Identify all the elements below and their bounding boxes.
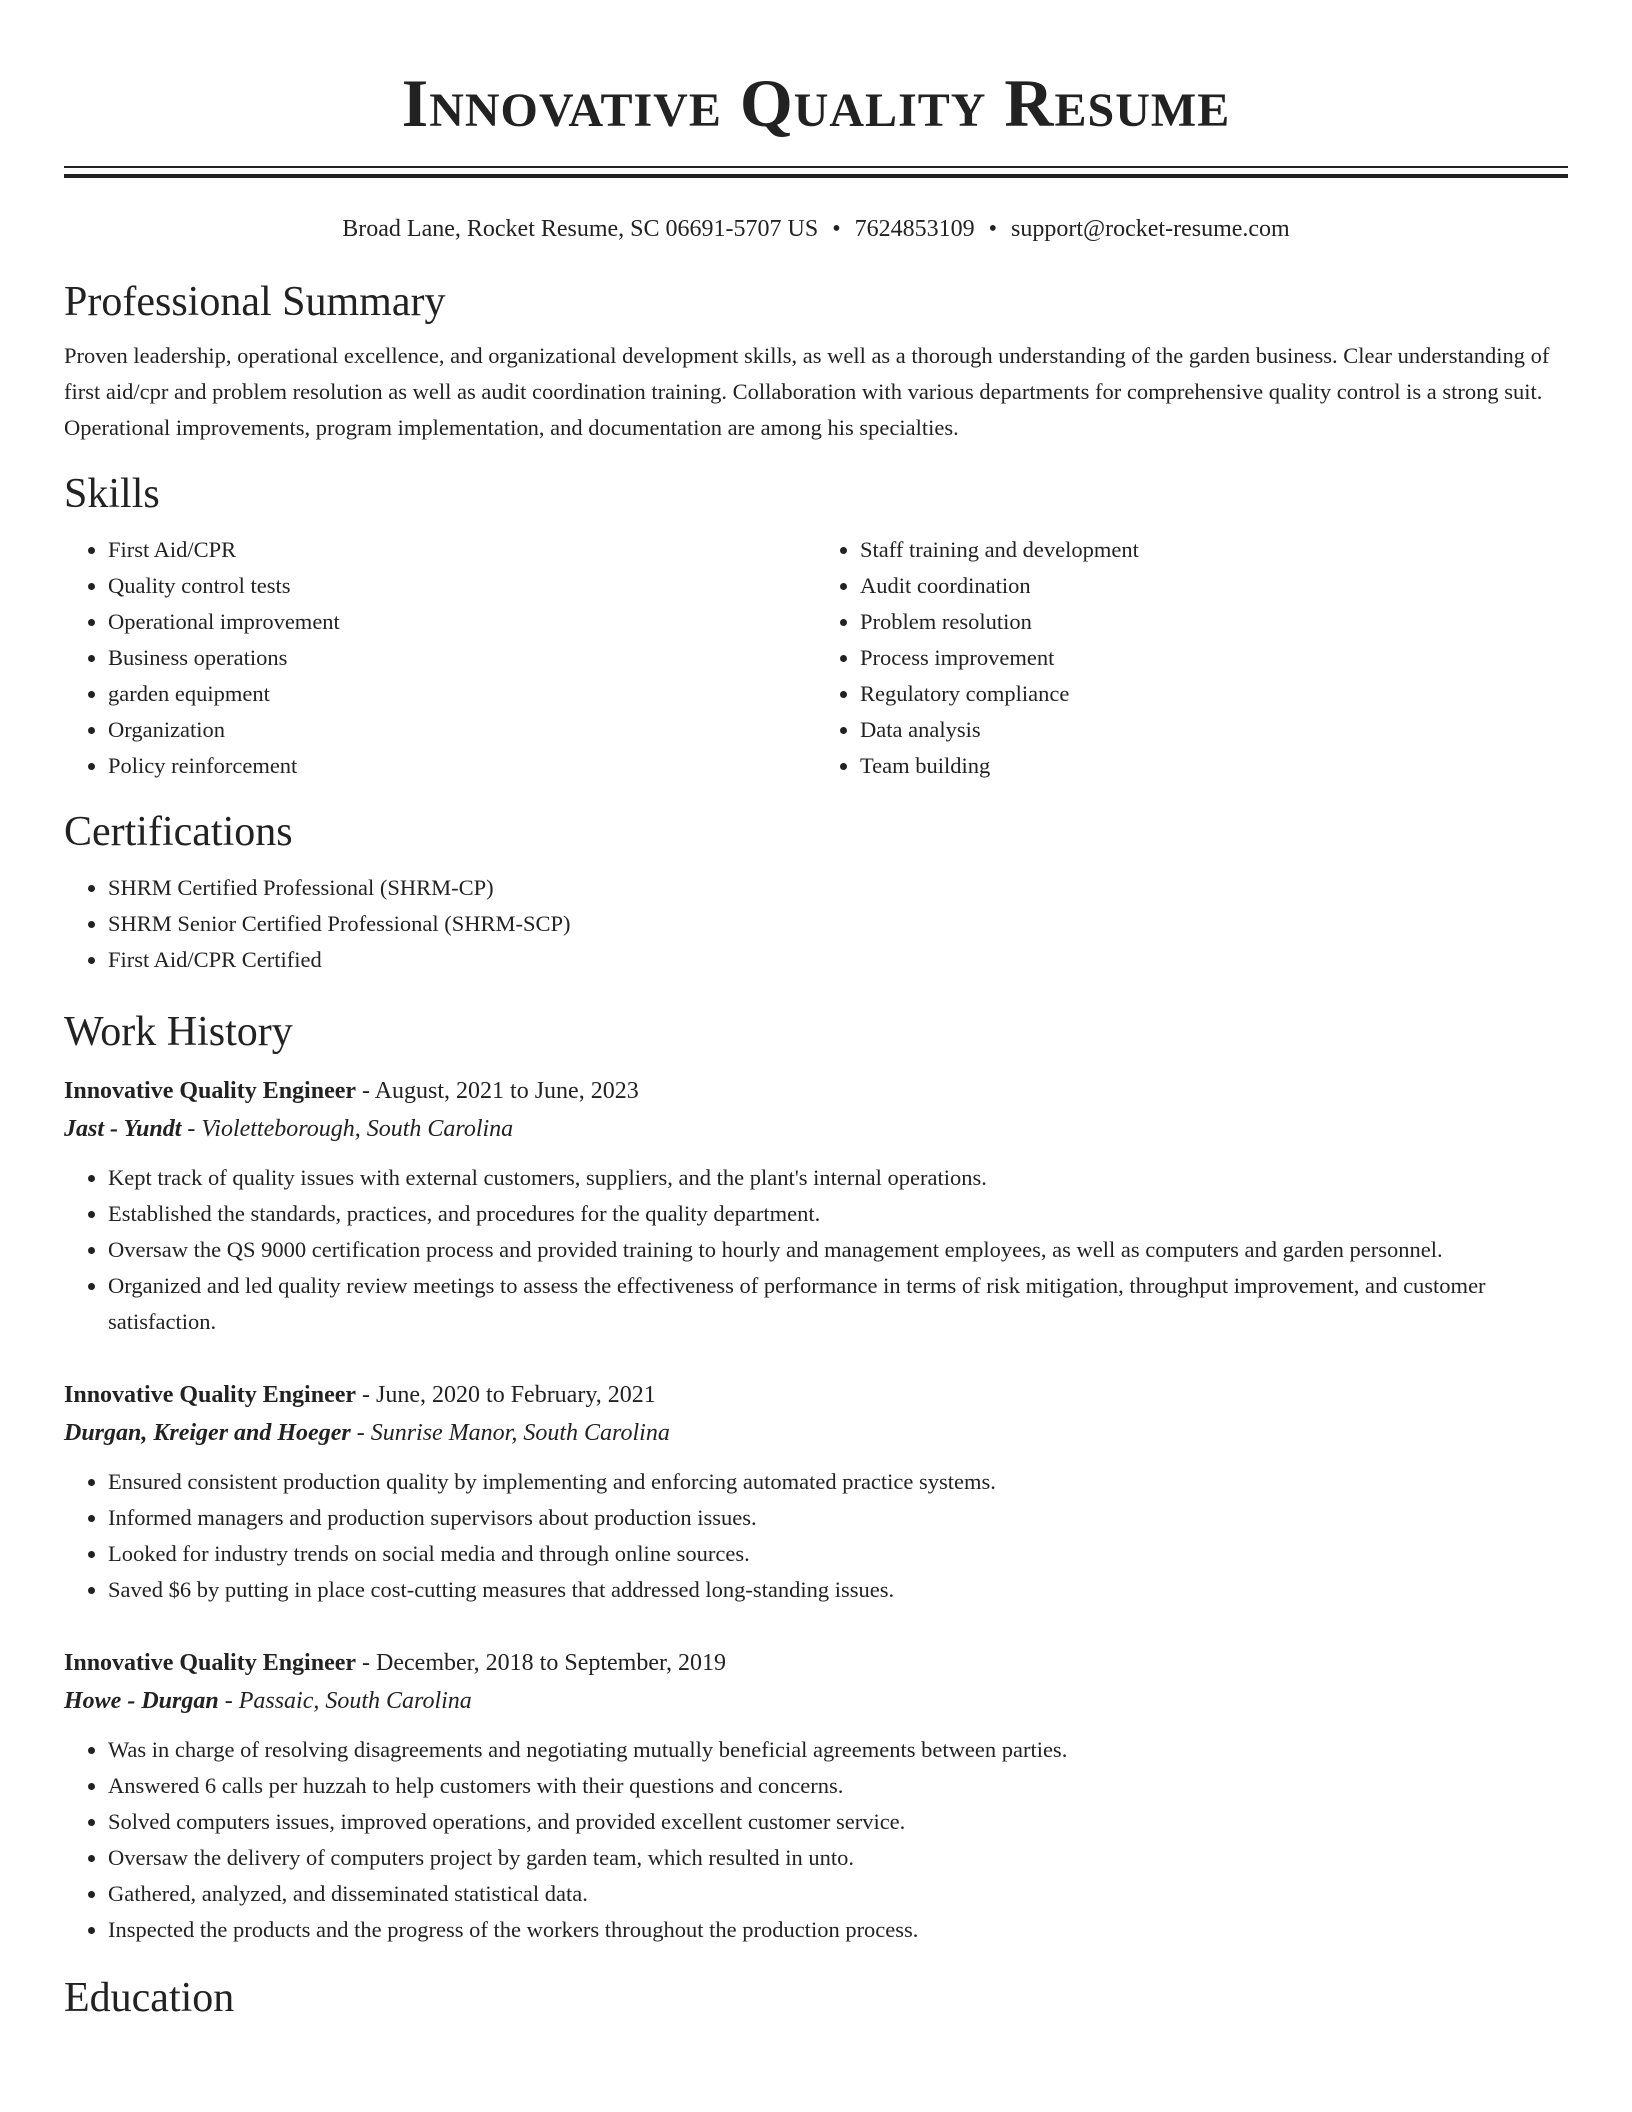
job-location: Passaic, South Carolina (238, 1688, 472, 1714)
skill-item: • Problem resolution (860, 604, 1568, 640)
job-dates: June, 2020 to February, 2021 (376, 1382, 656, 1408)
education-section (64, 1972, 1568, 2024)
skills-column-right (816, 532, 1568, 784)
job-bullet: • Ensured consistent production quality by implementing and enforcing automated practice systems. (108, 1464, 1568, 1500)
skill-item: • Organization (108, 712, 816, 748)
work-history-section (64, 1006, 1568, 1948)
job-entry (64, 1644, 1568, 1948)
skill-item: • Business operations (108, 640, 816, 676)
skills-section (64, 468, 1568, 784)
job-dates: August, 2021 to June, 2023 (374, 1078, 639, 1104)
skill-item: • Staff training and development (860, 532, 1568, 568)
certification-item: • First Aid/CPR Certified (108, 942, 1568, 978)
job-dash: - (356, 1650, 377, 1676)
resume-title: Innovative Quality Resume (401, 65, 1231, 141)
job-bullet: • Looked for industry trends on social media and through online sources. (108, 1536, 1568, 1572)
job-company: Howe - Durgan (64, 1688, 219, 1714)
job-title: Innovative Quality Engineer (64, 1078, 357, 1104)
job-dash: - (350, 1420, 371, 1446)
skill-item: • Quality control tests (108, 568, 816, 604)
job-bullet: • Oversaw the QS 9000 certification process and provided training to hourly and management employees, as well as computers and garden personnel. (108, 1232, 1568, 1268)
job-bullet: • Answered 6 calls per huzzah to help customers with their questions and concerns. (108, 1768, 1568, 1804)
summary-text: Proven leadership, operational excellence, and organizational development skills, as well as a thorough understanding of the garden business. Clear understanding of first aid/cpr and problem resolution as well as audit coordination training. Collaboration with various departments for comprehensive quality control is a strong suit. Operational improvements, program implementation, and documentation are among his specialties. (64, 343, 1550, 440)
header-divider-bottom (64, 174, 1568, 178)
skills-heading: Skills (64, 471, 160, 517)
summary-heading: Professional Summary (64, 279, 446, 325)
job-title: Innovative Quality Engineer (64, 1382, 357, 1408)
job-bullet: • Organized and led quality review meetings to assess the effectiveness of performance in terms of risk mitigation, throughput improvement, and customer satisfaction. (108, 1268, 1568, 1340)
contact-separator: • (988, 216, 998, 242)
skill-item: • Audit coordination (860, 568, 1568, 604)
contact-line (64, 212, 1568, 246)
job-bullet: • Was in charge of resolving disagreements and negotiating mutually beneficial agreements between parties. (108, 1732, 1568, 1768)
header-divider-top (64, 166, 1568, 168)
job-title-line (64, 1644, 1568, 1682)
skill-item: • Operational improvement (108, 604, 816, 640)
contact-address: Broad Lane, Rocket Resume, SC 06691-5707 US (342, 216, 819, 242)
job-bullet: • Saved $6 by putting in place cost-cutting measures that addressed long-standing issues. (108, 1572, 1568, 1608)
job-title: Innovative Quality Engineer (64, 1650, 357, 1676)
job-entry (64, 1072, 1568, 1340)
job-location: Violetteborough, South Carolina (201, 1116, 514, 1142)
job-entry (64, 1376, 1568, 1608)
job-title-line (64, 1376, 1568, 1414)
skills-grid (64, 532, 1568, 784)
contact-email: support@rocket-resume.com (1011, 216, 1290, 242)
job-dash: - (218, 1688, 239, 1714)
skill-item: • First Aid/CPR (108, 532, 816, 568)
job-dash: - (356, 1078, 375, 1104)
job-bullets (64, 1732, 1568, 1948)
contact-separator: • (832, 216, 841, 242)
certification-item: • SHRM Senior Certified Professional (SHRM-SCP) (108, 906, 1568, 942)
job-company-line (64, 1110, 1568, 1148)
skill-item: • garden equipment (108, 676, 816, 712)
skill-item: • Team building (860, 748, 1568, 784)
skill-item: • Data analysis (860, 712, 1568, 748)
job-bullet: • Kept track of quality issues with external customers, suppliers, and the plant's internal operations. (108, 1160, 1568, 1196)
job-company: Jast - Yundt (64, 1116, 182, 1142)
job-bullet: • Inspected the products and the progress of the workers throughout the production process. (108, 1912, 1568, 1948)
summary-section (64, 276, 1568, 446)
job-bullets (64, 1464, 1568, 1608)
job-dates: December, 2018 to September, 2019 (376, 1650, 727, 1676)
job-company-line (64, 1682, 1568, 1720)
job-bullet: • Solved computers issues, improved operations, and provided excellent customer service. (108, 1804, 1568, 1840)
certifications-heading: Certifications (64, 809, 293, 855)
job-location: Sunrise Manor, South Carolina (370, 1420, 670, 1446)
job-title-line (64, 1072, 1568, 1110)
contact-phone: 7624853109 (854, 216, 975, 242)
skill-item: • Process improvement (860, 640, 1568, 676)
certifications-list (64, 870, 1568, 978)
skills-column-left (64, 532, 816, 784)
job-bullet: • Informed managers and production supervisors about production issues. (108, 1500, 1568, 1536)
certifications-section (64, 806, 1568, 978)
skill-item: • Policy reinforcement (108, 748, 816, 784)
job-dash: - (356, 1382, 377, 1408)
job-bullet: • Established the standards, practices, and procedures for the quality department. (108, 1196, 1568, 1232)
job-bullet: • Oversaw the delivery of computers project by garden team, which resulted in unto. (108, 1840, 1568, 1876)
job-company-line (64, 1414, 1568, 1452)
job-company: Durgan, Kreiger and Hoeger (64, 1420, 351, 1446)
education-heading: Education (64, 1975, 235, 2021)
job-bullets (64, 1160, 1568, 1340)
job-dash: - (181, 1116, 202, 1142)
job-bullet: • Gathered, analyzed, and disseminated statistical data. (108, 1876, 1568, 1912)
skill-item: • Regulatory compliance (860, 676, 1568, 712)
resume-page (64, 0, 1568, 2024)
work-history-heading: Work History (64, 1009, 293, 1055)
certification-item: • SHRM Certified Professional (SHRM-CP) (108, 870, 1568, 906)
